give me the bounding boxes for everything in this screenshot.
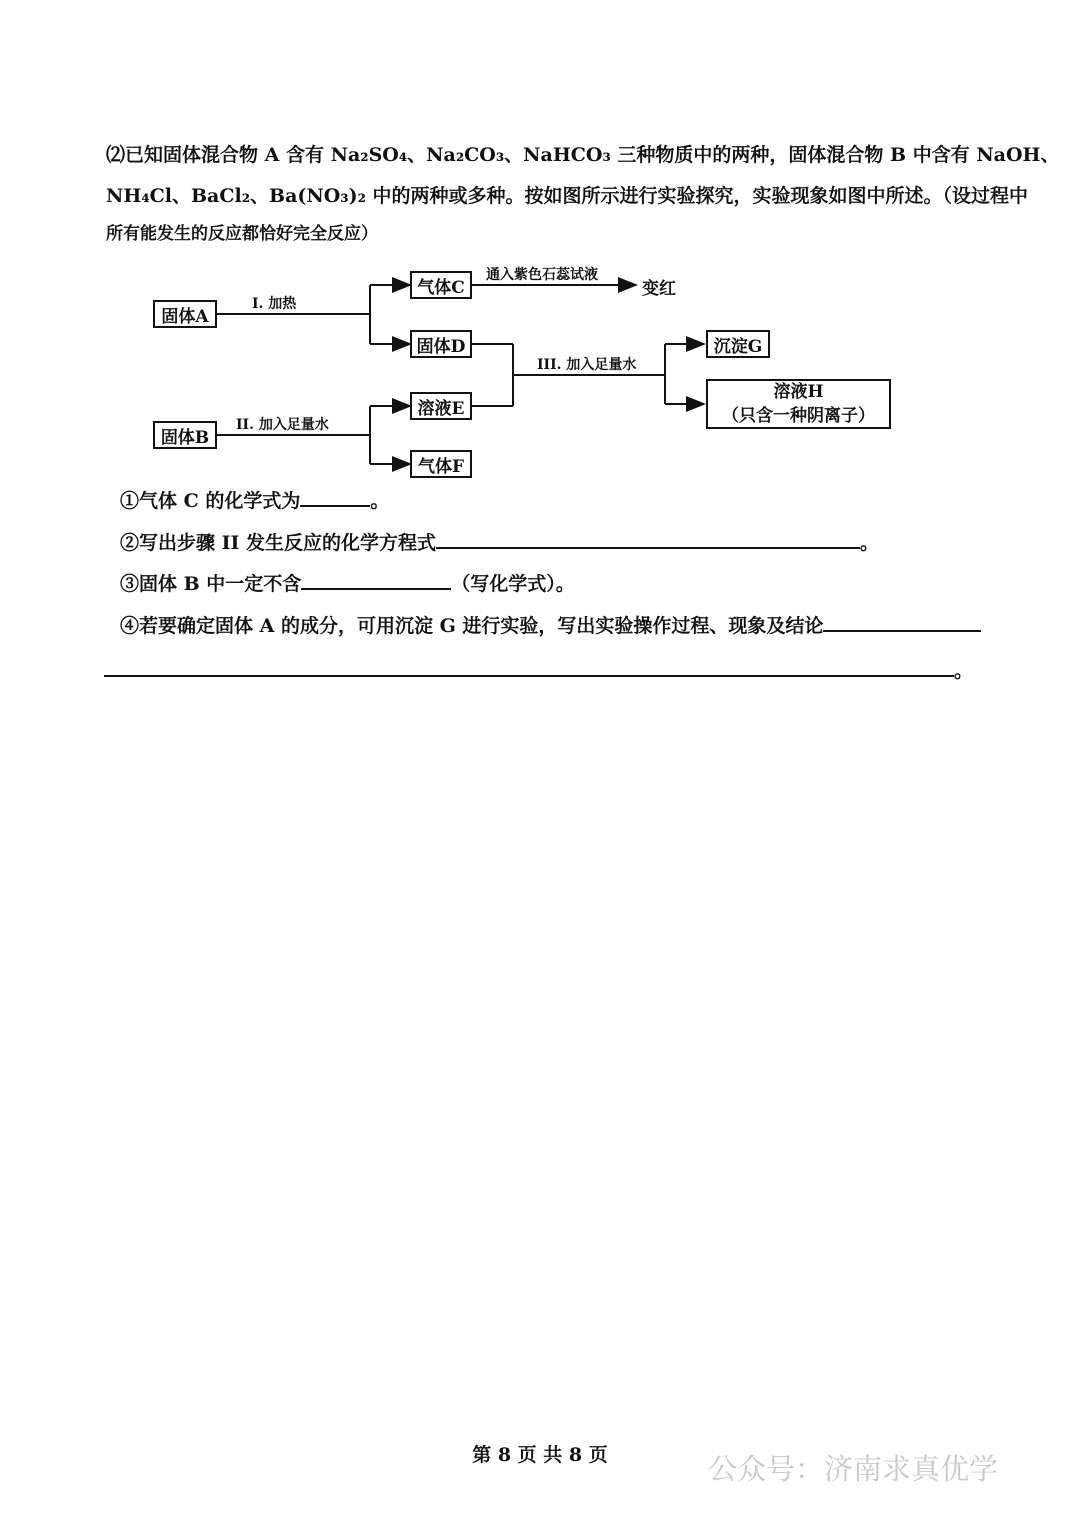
label-litmus: 通入紫色石蕊试液: [486, 267, 598, 283]
subquestion-3: [120, 569, 575, 596]
subquestion-4-end: 。: [954, 660, 974, 682]
box-solution-e: 溶液E: [410, 392, 472, 420]
subquestion-3-text: ③固体 B 中一定不含: [120, 573, 302, 595]
subquestion-2-text: ②写出步骤 II 发生反应的化学方程式: [120, 532, 437, 554]
subquestion-1-text: ①气体 C 的化学式为: [120, 490, 301, 512]
watermark: 公众号：济南求真优学: [708, 1452, 999, 1486]
subquestion-1: [120, 486, 389, 513]
solution-h-label: 溶液H: [773, 382, 824, 402]
question-line-3: 所有能发生的反应都恰好完全反应）: [106, 224, 378, 244]
label-step-3: III. 加入足量水: [537, 357, 637, 373]
label-result: 变红: [642, 279, 676, 299]
box-solid-a: 固体A: [153, 300, 217, 328]
subquestion-4-continuation: [104, 656, 973, 683]
question-line-2: NH₄Cl、BaCl₂、Ba(NO₃)₂ 中的两种或多种。按如图所示进行实验探究，实验现象如图中所述。（设过程中: [106, 185, 1029, 207]
subquestion-4-text: ④若要确定固体 A 的成分，可用沉淀 G 进行实验，写出实验操作过程、现象及结论: [120, 615, 824, 637]
box-solid-b: 固体B: [153, 421, 217, 449]
box-gas-f: 气体F: [410, 450, 472, 478]
answer-blank-2[interactable]: [436, 529, 860, 549]
subquestion-2-suffix: 。: [860, 532, 880, 554]
label-step-1: I. 加热: [252, 296, 297, 312]
solution-h-note: （只含一种阴离子）: [722, 406, 875, 426]
subquestion-4: [120, 611, 981, 638]
label-step-2: II. 加入足量水: [236, 417, 329, 433]
box-solution-h: [706, 379, 891, 429]
subquestion-2: [120, 528, 879, 555]
answer-blank-4b[interactable]: [104, 657, 954, 677]
page-footer: 第 8 页 共 8 页: [472, 1444, 608, 1466]
subquestion-3-suffix: （写化学式）。: [451, 573, 575, 595]
box-solid-d: 固体D: [410, 330, 472, 358]
answer-blank-3[interactable]: [301, 570, 451, 590]
subquestion-1-suffix: 。: [370, 490, 390, 512]
box-gas-c: 气体C: [410, 271, 472, 299]
answer-blank-1[interactable]: [300, 487, 370, 507]
answer-blank-4a[interactable]: [823, 612, 981, 632]
question-line-1: ⑵已知固体混合物 A 含有 Na₂SO₄、Na₂CO₃、NaHCO₃ 三种物质中的两种，固体混合物 B 中含有 NaOH、: [106, 144, 1060, 166]
box-precipitate-g: 沉淀G: [706, 330, 770, 358]
